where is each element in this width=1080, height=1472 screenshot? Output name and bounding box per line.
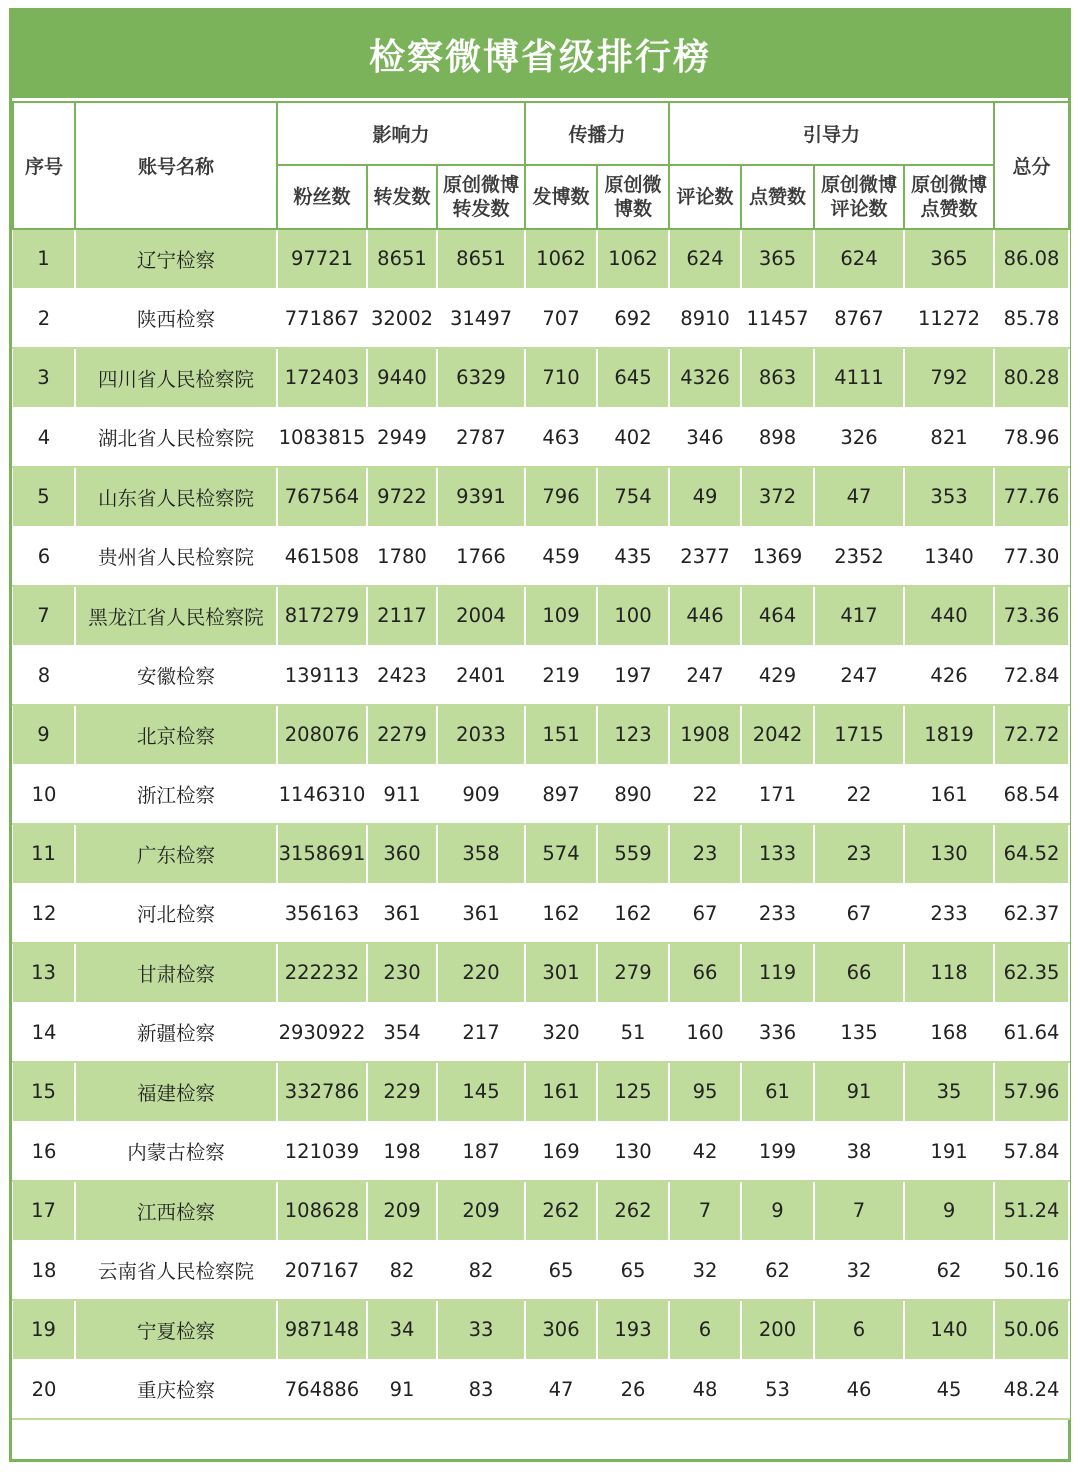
cell-name: 浙江检察 [75,765,277,825]
cell-orig-reposts: 2401 [437,646,525,706]
cell-orig-comments: 67 [814,884,904,944]
cell-name: 陕西检察 [75,289,277,349]
cell-likes: 2042 [741,705,814,765]
cell-reposts: 91 [367,1360,437,1420]
table-row [13,586,1069,646]
cell-comments: 1908 [669,705,741,765]
cell-rank: 8 [13,646,75,706]
cell-name: 广东检察 [75,824,277,884]
cell-name: 四川省人民检察院 [75,348,277,408]
cell-rank: 6 [13,527,75,587]
cell-orig-likes: 45 [904,1360,994,1420]
cell-name: 辽宁检察 [75,229,277,289]
table-row [13,943,1069,1003]
cell-total: 73.36 [994,586,1069,646]
cell-fans: 121039 [277,1122,367,1182]
cell-orig-reposts: 2033 [437,705,525,765]
cell-orig-reposts: 82 [437,1241,525,1301]
cell-total: 50.06 [994,1300,1069,1360]
cell-orig-posts: 26 [597,1360,669,1420]
cell-fans: 1146310 [277,765,367,825]
table-row [13,1003,1069,1063]
table-row [13,1241,1069,1301]
header-comments: 评论数 [669,165,741,229]
cell-orig-posts: 1062 [597,229,669,289]
ranking-frame [9,8,1071,1462]
cell-orig-reposts: 209 [437,1181,525,1241]
cell-reposts: 34 [367,1300,437,1360]
cell-total: 86.08 [994,229,1069,289]
cell-orig-likes: 62 [904,1241,994,1301]
cell-rank: 13 [13,943,75,1003]
cell-reposts: 9440 [367,348,437,408]
cell-orig-likes: 11272 [904,289,994,349]
cell-name: 北京检察 [75,705,277,765]
cell-name: 湖北省人民检察院 [75,408,277,468]
cell-orig-reposts: 2787 [437,408,525,468]
cell-orig-comments: 2352 [814,527,904,587]
cell-fans: 461508 [277,527,367,587]
table-row [13,229,1069,289]
cell-fans: 222232 [277,943,367,1003]
cell-likes: 429 [741,646,814,706]
cell-posts: 459 [525,527,597,587]
cell-orig-posts: 692 [597,289,669,349]
cell-orig-posts: 754 [597,467,669,527]
cell-orig-likes: 130 [904,824,994,884]
cell-name: 安徽检察 [75,646,277,706]
header-reposts: 转发数 [367,165,437,229]
header-total: 总分 [994,102,1069,229]
cell-orig-posts: 262 [597,1181,669,1241]
cell-orig-likes: 1340 [904,527,994,587]
cell-orig-posts: 65 [597,1241,669,1301]
cell-comments: 32 [669,1241,741,1301]
cell-fans: 207167 [277,1241,367,1301]
cell-orig-likes: 1819 [904,705,994,765]
cell-comments: 2377 [669,527,741,587]
cell-fans: 771867 [277,289,367,349]
cell-reposts: 8651 [367,229,437,289]
header-posts: 发博数 [525,165,597,229]
cell-likes: 62 [741,1241,814,1301]
cell-total: 61.64 [994,1003,1069,1063]
cell-posts: 151 [525,705,597,765]
cell-orig-posts: 402 [597,408,669,468]
cell-orig-likes: 140 [904,1300,994,1360]
cell-reposts: 361 [367,884,437,944]
cell-name: 黑龙江省人民检察院 [75,586,277,646]
cell-orig-comments: 22 [814,765,904,825]
cell-orig-likes: 426 [904,646,994,706]
cell-likes: 171 [741,765,814,825]
cell-comments: 23 [669,824,741,884]
cell-rank: 10 [13,765,75,825]
cell-orig-likes: 365 [904,229,994,289]
cell-orig-reposts: 909 [437,765,525,825]
cell-comments: 446 [669,586,741,646]
cell-comments: 8910 [669,289,741,349]
cell-comments: 66 [669,943,741,1003]
cell-orig-reposts: 1766 [437,527,525,587]
cell-orig-likes: 233 [904,884,994,944]
cell-orig-posts: 100 [597,586,669,646]
table-row [13,348,1069,408]
table-row [13,1360,1069,1420]
table-body [13,229,1069,1419]
cell-rank: 3 [13,348,75,408]
cell-posts: 463 [525,408,597,468]
cell-orig-reposts: 2004 [437,586,525,646]
cell-orig-reposts: 358 [437,824,525,884]
cell-orig-likes: 9 [904,1181,994,1241]
cell-likes: 365 [741,229,814,289]
cell-reposts: 1780 [367,527,437,587]
cell-likes: 1369 [741,527,814,587]
cell-likes: 898 [741,408,814,468]
cell-orig-reposts: 8651 [437,229,525,289]
cell-total: 62.37 [994,884,1069,944]
cell-fans: 2930922 [277,1003,367,1063]
cell-posts: 109 [525,586,597,646]
cell-fans: 332786 [277,1062,367,1122]
cell-posts: 897 [525,765,597,825]
cell-total: 62.35 [994,943,1069,1003]
cell-posts: 301 [525,943,597,1003]
cell-orig-likes: 161 [904,765,994,825]
cell-orig-posts: 279 [597,943,669,1003]
cell-orig-posts: 890 [597,765,669,825]
cell-likes: 464 [741,586,814,646]
cell-rank: 17 [13,1181,75,1241]
cell-orig-comments: 4111 [814,348,904,408]
table-row [13,1122,1069,1182]
table-row [13,705,1069,765]
cell-orig-comments: 23 [814,824,904,884]
cell-orig-comments: 326 [814,408,904,468]
cell-fans: 356163 [277,884,367,944]
cell-orig-likes: 191 [904,1122,994,1182]
cell-name: 山东省人民检察院 [75,467,277,527]
cell-comments: 4326 [669,348,741,408]
cell-total: 57.96 [994,1062,1069,1122]
cell-fans: 139113 [277,646,367,706]
cell-total: 77.30 [994,527,1069,587]
cell-posts: 320 [525,1003,597,1063]
cell-comments: 346 [669,408,741,468]
table-row [13,467,1069,527]
cell-comments: 247 [669,646,741,706]
header-orig-comments: 原创微博评论数 [814,165,904,229]
cell-total: 72.84 [994,646,1069,706]
cell-posts: 65 [525,1241,597,1301]
cell-rank: 18 [13,1241,75,1301]
cell-posts: 162 [525,884,597,944]
cell-likes: 9 [741,1181,814,1241]
cell-fans: 764886 [277,1360,367,1420]
cell-rank: 16 [13,1122,75,1182]
cell-likes: 119 [741,943,814,1003]
cell-rank: 11 [13,824,75,884]
cell-reposts: 82 [367,1241,437,1301]
cell-orig-comments: 91 [814,1062,904,1122]
cell-orig-posts: 197 [597,646,669,706]
cell-rank: 4 [13,408,75,468]
cell-orig-comments: 46 [814,1360,904,1420]
cell-orig-comments: 417 [814,586,904,646]
ranking-table [12,101,1070,1420]
cell-reposts: 2117 [367,586,437,646]
cell-likes: 233 [741,884,814,944]
header-group-influence: 影响力 [277,102,525,165]
cell-orig-comments: 7 [814,1181,904,1241]
cell-comments: 49 [669,467,741,527]
cell-orig-comments: 8767 [814,289,904,349]
header-rank: 序号 [13,102,75,229]
table-row [13,408,1069,468]
cell-comments: 42 [669,1122,741,1182]
cell-reposts: 2423 [367,646,437,706]
table-row [13,1181,1069,1241]
cell-reposts: 2949 [367,408,437,468]
cell-comments: 22 [669,765,741,825]
cell-name: 云南省人民检察院 [75,1241,277,1301]
cell-orig-likes: 792 [904,348,994,408]
cell-name: 内蒙古检察 [75,1122,277,1182]
cell-comments: 6 [669,1300,741,1360]
cell-reposts: 230 [367,943,437,1003]
cell-orig-comments: 66 [814,943,904,1003]
cell-orig-reposts: 33 [437,1300,525,1360]
cell-fans: 208076 [277,705,367,765]
cell-posts: 262 [525,1181,597,1241]
cell-posts: 169 [525,1122,597,1182]
cell-likes: 61 [741,1062,814,1122]
cell-orig-comments: 1715 [814,705,904,765]
cell-name: 甘肃检察 [75,943,277,1003]
header-orig-posts: 原创微博数 [597,165,669,229]
header-likes: 点赞数 [741,165,814,229]
cell-orig-likes: 118 [904,943,994,1003]
cell-fans: 767564 [277,467,367,527]
title-bar [12,11,1068,101]
header-name: 账号名称 [75,102,277,229]
cell-comments: 95 [669,1062,741,1122]
table-row [13,527,1069,587]
cell-likes: 336 [741,1003,814,1063]
cell-reposts: 354 [367,1003,437,1063]
cell-orig-reposts: 361 [437,884,525,944]
cell-orig-reposts: 145 [437,1062,525,1122]
cell-total: 50.16 [994,1241,1069,1301]
table-row [13,765,1069,825]
cell-reposts: 229 [367,1062,437,1122]
cell-name: 重庆检察 [75,1360,277,1420]
cell-total: 57.84 [994,1122,1069,1182]
cell-orig-reposts: 83 [437,1360,525,1420]
cell-reposts: 911 [367,765,437,825]
cell-orig-likes: 440 [904,586,994,646]
cell-fans: 97721 [277,229,367,289]
cell-orig-posts: 123 [597,705,669,765]
cell-rank: 15 [13,1062,75,1122]
cell-likes: 200 [741,1300,814,1360]
cell-likes: 863 [741,348,814,408]
table-row [13,824,1069,884]
cell-rank: 5 [13,467,75,527]
cell-comments: 160 [669,1003,741,1063]
cell-name: 福建检察 [75,1062,277,1122]
cell-posts: 796 [525,467,597,527]
cell-comments: 48 [669,1360,741,1420]
cell-total: 78.96 [994,408,1069,468]
cell-comments: 7 [669,1181,741,1241]
cell-orig-comments: 47 [814,467,904,527]
cell-orig-comments: 32 [814,1241,904,1301]
cell-posts: 1062 [525,229,597,289]
table-row [13,884,1069,944]
cell-orig-reposts: 9391 [437,467,525,527]
cell-comments: 624 [669,229,741,289]
cell-reposts: 209 [367,1181,437,1241]
header-orig-reposts: 原创微博转发数 [437,165,525,229]
cell-fans: 987148 [277,1300,367,1360]
cell-fans: 3158691 [277,824,367,884]
cell-rank: 14 [13,1003,75,1063]
cell-total: 64.52 [994,824,1069,884]
cell-total: 85.78 [994,289,1069,349]
cell-reposts: 2279 [367,705,437,765]
cell-name: 河北检察 [75,884,277,944]
cell-orig-comments: 38 [814,1122,904,1182]
cell-total: 68.54 [994,765,1069,825]
cell-rank: 2 [13,289,75,349]
cell-orig-posts: 193 [597,1300,669,1360]
cell-orig-reposts: 220 [437,943,525,1003]
cell-total: 48.24 [994,1360,1069,1420]
header-group-guidance: 引导力 [669,102,994,165]
cell-total: 51.24 [994,1181,1069,1241]
cell-orig-likes: 353 [904,467,994,527]
cell-posts: 306 [525,1300,597,1360]
cell-rank: 1 [13,229,75,289]
table-row [13,289,1069,349]
cell-fans: 172403 [277,348,367,408]
cell-orig-comments: 135 [814,1003,904,1063]
cell-reposts: 9722 [367,467,437,527]
cell-name: 贵州省人民检察院 [75,527,277,587]
cell-orig-posts: 162 [597,884,669,944]
cell-posts: 47 [525,1360,597,1420]
cell-orig-posts: 645 [597,348,669,408]
page-title: 检察微博省级排行榜 [368,36,711,78]
cell-total: 80.28 [994,348,1069,408]
table-header [13,102,1069,229]
cell-orig-posts: 435 [597,527,669,587]
cell-orig-comments: 247 [814,646,904,706]
header-row-groups [13,102,1069,165]
cell-reposts: 360 [367,824,437,884]
cell-orig-posts: 51 [597,1003,669,1063]
cell-fans: 817279 [277,586,367,646]
cell-posts: 574 [525,824,597,884]
cell-rank: 9 [13,705,75,765]
cell-fans: 1083815 [277,408,367,468]
table-row [13,1062,1069,1122]
cell-orig-comments: 624 [814,229,904,289]
cell-orig-likes: 821 [904,408,994,468]
cell-orig-reposts: 187 [437,1122,525,1182]
cell-orig-posts: 125 [597,1062,669,1122]
cell-rank: 19 [13,1300,75,1360]
cell-fans: 108628 [277,1181,367,1241]
cell-orig-reposts: 31497 [437,289,525,349]
cell-orig-posts: 559 [597,824,669,884]
cell-name: 新疆检察 [75,1003,277,1063]
cell-orig-comments: 6 [814,1300,904,1360]
header-fans: 粉丝数 [277,165,367,229]
cell-posts: 219 [525,646,597,706]
cell-likes: 53 [741,1360,814,1420]
cell-likes: 133 [741,824,814,884]
header-group-spread: 传播力 [525,102,669,165]
cell-name: 宁夏检察 [75,1300,277,1360]
cell-name: 江西检察 [75,1181,277,1241]
table-row [13,646,1069,706]
header-orig-likes: 原创微博点赞数 [904,165,994,229]
cell-total: 77.76 [994,467,1069,527]
cell-orig-reposts: 6329 [437,348,525,408]
cell-rank: 20 [13,1360,75,1420]
cell-comments: 67 [669,884,741,944]
cell-orig-reposts: 217 [437,1003,525,1063]
cell-orig-likes: 168 [904,1003,994,1063]
cell-rank: 12 [13,884,75,944]
cell-likes: 372 [741,467,814,527]
cell-likes: 199 [741,1122,814,1182]
cell-orig-posts: 130 [597,1122,669,1182]
cell-posts: 161 [525,1062,597,1122]
cell-rank: 7 [13,586,75,646]
cell-likes: 11457 [741,289,814,349]
cell-orig-likes: 35 [904,1062,994,1122]
cell-total: 72.72 [994,705,1069,765]
table-row [13,1300,1069,1360]
cell-reposts: 198 [367,1122,437,1182]
cell-posts: 710 [525,348,597,408]
cell-reposts: 32002 [367,289,437,349]
cell-posts: 707 [525,289,597,349]
